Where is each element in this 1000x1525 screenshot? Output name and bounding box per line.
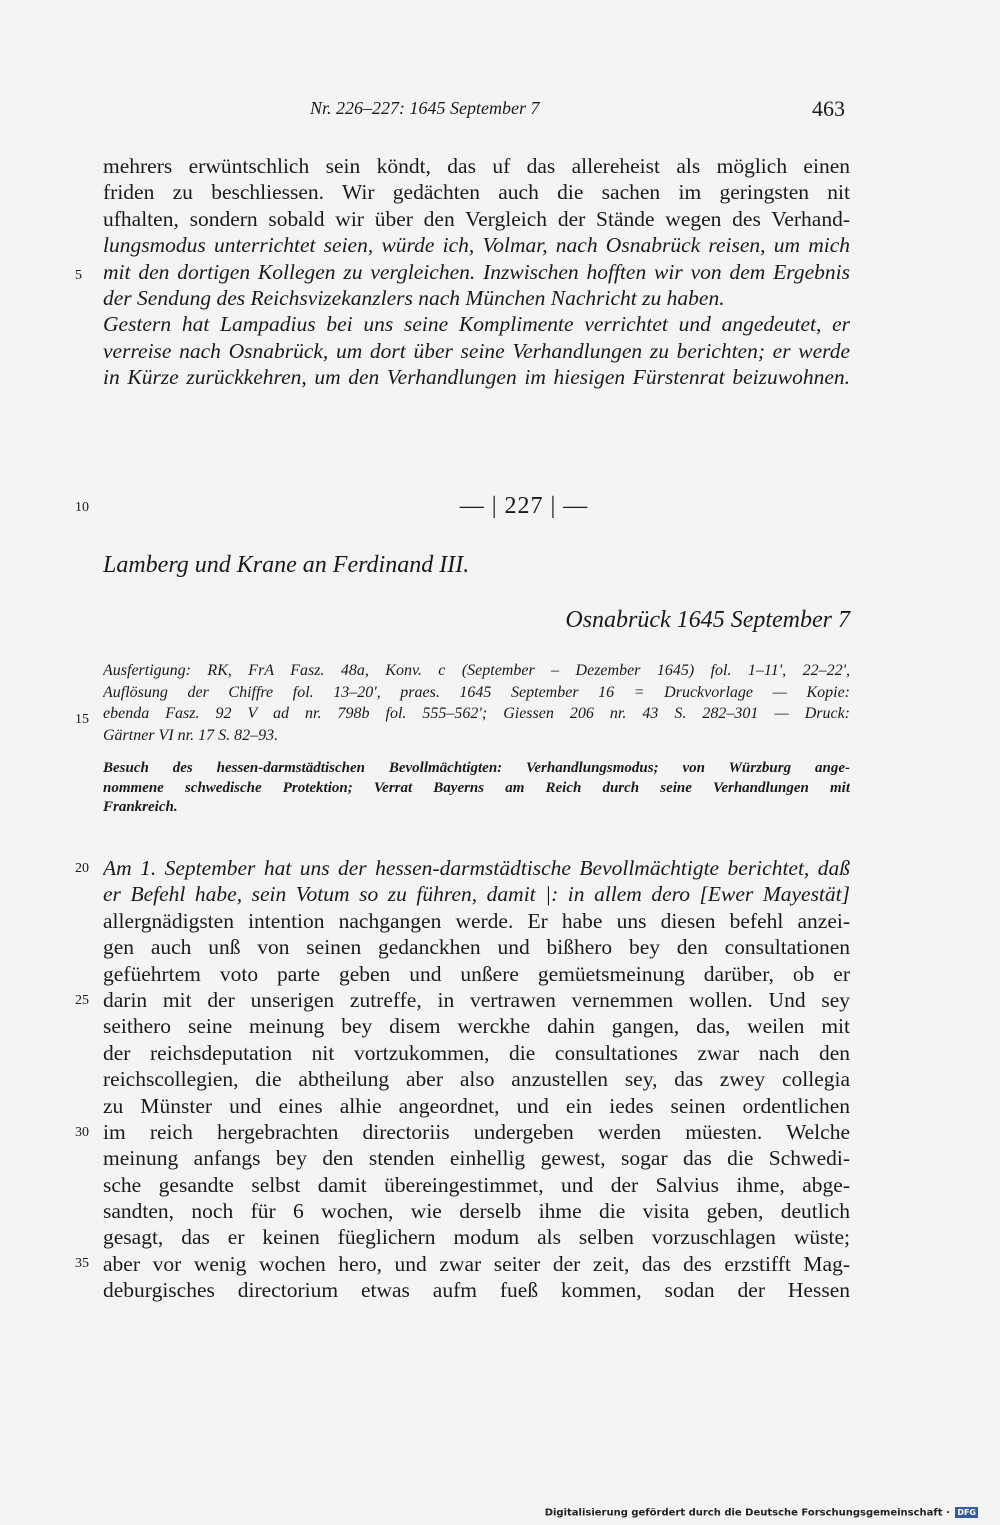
text-line: Am 1. September hat uns der hessen-darmstädtische Bevollmächtigte berichtet, daß — [103, 856, 850, 880]
text-line: aber vor wenig wochen hero, und zwar seiter der zeit, das des erzstifft Mag- — [103, 1251, 850, 1276]
text-line: darin mit der unserigen zutreffe, in vertrawen vernemmen wollen. Und sey — [103, 987, 850, 1012]
text-line: mehrers erwüntschlich sein köndt, das uf das allereheist als möglich einen — [103, 154, 850, 178]
text-line: mit den dortigen Kollegen zu vergleichen. Inzwischen hofften wir von dem Ergebnis — [103, 259, 850, 284]
dfg-logo: DFG — [957, 1508, 976, 1517]
text-line: verreise nach Osnabrück, um dort über seine Verhandlungen zu berichten; er werde — [103, 338, 850, 363]
running-head: Nr. 226–227: 1645 September 7 — [310, 98, 540, 118]
line-number: 25 — [75, 993, 89, 1008]
line-number: 30 — [75, 1125, 89, 1140]
text-line: Gestern hat Lampadius bei uns seine Komplimente verrichtet und angedeutet, er — [103, 312, 850, 337]
line-number: 35 — [75, 1256, 89, 1271]
text-line: meinung anfangs bey den stenden einhellig gewest, sogar das die Schwedi- — [103, 1146, 850, 1171]
source-line: Ausfertigung: RK, FrA Fasz. 48a, Konv. c (September – Dezember 1645) fol. 1–11', 22–22', — [103, 662, 850, 679]
source-line: ebenda Fasz. 92 V ad nr. 798b fol. 555–562'; Giessen 206 nr. 43 S. 282–301 — Druck: — [103, 705, 850, 722]
text-line: gesagt, das er keinen füeglichern modum als selben vorzuschlagen wüste; — [103, 1225, 850, 1250]
text-line: gen auch unß von seinen gedanckhen und bißhero bey den consultationen — [103, 935, 850, 960]
text-line: gefüehrtem voto parte geben und unßere gemüetsmeinung darüber, ob er — [103, 961, 850, 986]
page-header — [0, 98, 1000, 128]
regest-line: nommene schwedische Protektion; Verrat Bayerns am Reich durch seine Verhandlungen mit — [103, 779, 850, 796]
line-number: 15 — [75, 712, 89, 727]
text-line: ufhalten, sondern sobald wir über den Vergleich der Stände wegen des Verhand- — [103, 206, 850, 231]
page-number: 463 — [812, 96, 845, 121]
text-line: seithero seine meinung bey disem werckhe dahin gangen, das, weilen mit — [103, 1014, 850, 1039]
text-line: deburgisches directorium etwas aufm fueß kommen, sodan der Hessen — [103, 1278, 850, 1303]
text-line: allergnädigsten intention nachgangen werde. Er habe uns diesen befehl anzei- — [103, 908, 850, 933]
line-number: 5 — [75, 268, 82, 283]
text-line: im reich hergebrachten directoriis undergeben werden müesten. Welche — [103, 1119, 850, 1144]
text-line: er Befehl habe, sein Votum so zu führen, damit |: in allem dero [Ewer Mayestät] — [103, 882, 850, 907]
line-number: 20 — [75, 861, 89, 876]
regest-line: Frankreich. — [103, 799, 178, 815]
line-number: 10 — [75, 500, 89, 515]
text-line: der reichsdeputation nit vortzukommen, die consultationes zwar nach den — [103, 1040, 850, 1065]
text-line: sandten, noch für 6 wochen, wie derselb ihme die visita geben, deutlich — [103, 1199, 850, 1224]
document-place-date: Osnabrück 1645 September 7 — [565, 607, 850, 633]
regest — [103, 759, 850, 818]
text-line: sche gesandte selbst damit übereingestimmet, und der Salvius ihme, abge- — [103, 1172, 850, 1197]
text-line: in Kürze zurückkehren, um den Verhandlungen im hiesigen Fürstenrat beizuwohnen. — [103, 365, 850, 390]
text-line: zu Münster und eines alhie angeordnet, und ein iedes seinen ordentlichen — [103, 1093, 850, 1118]
text-line: der Sendung des Reichsvizekanzlers nach München Nachricht zu haben. — [103, 285, 725, 310]
source-line: Gärtner VI nr. 17 S. 82–93. — [103, 726, 279, 744]
continuation-text — [103, 153, 850, 391]
text-line: reichscollegien, die abtheilung aber also anzustellen sey, das zwey collegia — [103, 1067, 850, 1092]
source-note — [103, 660, 850, 746]
regest-line: Besuch des hessen-darmstädtischen Bevollmächtigten: Verhandlungsmodus; von Würzburg ange- — [103, 760, 850, 776]
digitization-footer — [545, 1507, 978, 1519]
source-line: Auflösung der Chiffre fol. 13–20', praes. 1645 September 16 = Druckvorlage — Kopie: — [103, 683, 850, 701]
body-text — [103, 855, 850, 1304]
footer-text: Digitalisierung gefördert durch die Deutsche Forschungsgemeinschaft · — [544, 1507, 950, 1519]
text-line: friden zu beschliessen. Wir gedächten auch die sachen im geringsten nit — [103, 180, 850, 205]
document-number: — | 227 | — — [459, 493, 589, 519]
text-line: lungsmodus unterrichtet seien, würde ich, Volmar, nach Osnabrück reisen, um mich — [103, 233, 850, 258]
document-title: Lamberg und Krane an Ferdinand III. — [103, 552, 470, 578]
